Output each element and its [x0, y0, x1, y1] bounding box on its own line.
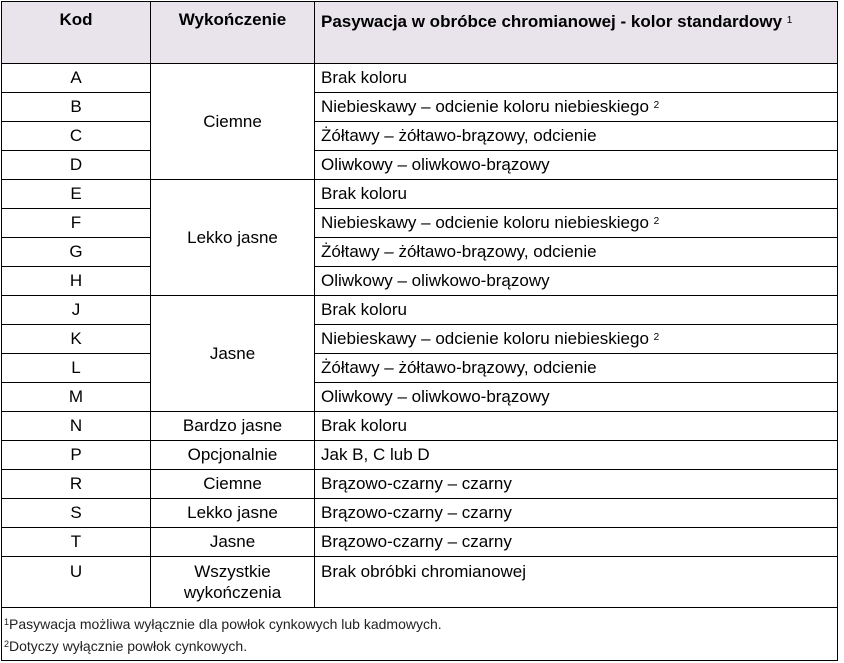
kod-cell: K: [2, 325, 151, 354]
table-row: [2, 267, 838, 296]
table-row: [2, 151, 838, 180]
footnote-text: Pasywacja możliwa wyłącznie dla powłok cynkowych lub kadmowych.: [9, 616, 442, 632]
finish-group-cell: Lekko jasne: [151, 180, 315, 296]
kod-cell: E: [2, 180, 151, 209]
footnote-2: [4, 634, 833, 656]
passivation-cell: Brak koloru: [315, 296, 838, 325]
kod-cell: G: [2, 238, 151, 267]
table-row: [2, 325, 838, 354]
passivation-cell: Brązowo-czarny – czarny: [315, 470, 838, 499]
footnote-ref: 2: [653, 100, 660, 111]
header-pasywacja: [315, 2, 838, 64]
kod-cell: M: [2, 383, 151, 412]
finish-cell: Opcjonalnie: [151, 441, 315, 470]
passivation-cell: [315, 93, 838, 122]
passivation-cell: Brak obróbki chromianowej: [315, 557, 838, 608]
kod-cell: J: [2, 296, 151, 325]
footnotes-row: [2, 608, 838, 661]
passivation-cell: Brak koloru: [315, 180, 838, 209]
kod-cell: N: [2, 412, 151, 441]
header-row: [2, 2, 838, 64]
table-row: [2, 383, 838, 412]
passivation-cell: Brązowo-czarny – czarny: [315, 499, 838, 528]
table-row: [2, 209, 838, 238]
table-row: [2, 296, 838, 325]
passivation-cell: Żółtawy – żółtawo-brązowy, odcienie: [315, 238, 838, 267]
header-wykonczenie: Wykończenie: [151, 2, 315, 64]
passivation-text: Niebieskawy – odcienie koloru niebieskiego: [321, 329, 649, 348]
table-row: [2, 238, 838, 267]
table-row: [2, 441, 838, 470]
finish-cell: Lekko jasne: [151, 499, 315, 528]
kod-cell: P: [2, 441, 151, 470]
passivation-text: Niebieskawy – odcienie koloru niebieskiego: [321, 213, 649, 232]
passivation-cell: Oliwkowy – oliwkowo-brązowy: [315, 383, 838, 412]
passivation-cell: Jak B, C lub D: [315, 441, 838, 470]
finish-group-cell: Jasne: [151, 296, 315, 412]
passivation-cell: Żółtawy – żółtawo-brązowy, odcienie: [315, 354, 838, 383]
kod-cell: A: [2, 64, 151, 93]
kod-cell: H: [2, 267, 151, 296]
table-row: [2, 528, 838, 557]
table-row: [2, 93, 838, 122]
passivation-cell: Oliwkowy – oliwkowo-brązowy: [315, 267, 838, 296]
table-row: [2, 122, 838, 151]
kod-cell: C: [2, 122, 151, 151]
passivation-cell: Oliwkowy – oliwkowo-brązowy: [315, 151, 838, 180]
footnote-1: [4, 612, 833, 634]
table-row: [2, 470, 838, 499]
table-row: [2, 557, 838, 608]
passivation-text: Niebieskawy – odcienie koloru niebieskiego: [321, 97, 649, 116]
footnote-ref: 2: [653, 216, 660, 227]
finish-cell: Jasne: [151, 528, 315, 557]
footnote-number: 2: [4, 639, 10, 649]
table-row: [2, 354, 838, 383]
finish-cell: Bardzo jasne: [151, 412, 315, 441]
kod-cell: U: [2, 557, 151, 608]
finish-line-2: wykończenia: [183, 583, 282, 602]
header-kod: Kod: [2, 2, 151, 64]
footnote-ref: 2: [653, 332, 660, 343]
kod-cell: L: [2, 354, 151, 383]
passivation-cell: [315, 325, 838, 354]
kod-cell: R: [2, 470, 151, 499]
footnotes-cell: [2, 608, 838, 661]
kod-cell: D: [2, 151, 151, 180]
passivation-cell: [315, 209, 838, 238]
kod-cell: F: [2, 209, 151, 238]
table-row: [2, 412, 838, 441]
passivation-cell: Brak koloru: [315, 64, 838, 93]
finish-cell: Ciemne: [151, 470, 315, 499]
footnote-number: 1: [4, 617, 10, 627]
kod-cell: B: [2, 93, 151, 122]
finish-cell: [151, 557, 315, 608]
kod-cell: S: [2, 499, 151, 528]
table-row: [2, 499, 838, 528]
footnote-text: Dotyczy wyłącznie powłok cynkowych.: [9, 638, 248, 654]
table-row: [2, 64, 838, 93]
passivation-cell: Brązowo-czarny – czarny: [315, 528, 838, 557]
passivation-cell: Brak koloru: [315, 412, 838, 441]
kod-cell: T: [2, 528, 151, 557]
table-row: [2, 180, 838, 209]
chromate-passivation-table: [1, 1, 838, 661]
finish-group-cell: Ciemne: [151, 64, 315, 180]
finish-line-1: Wszystkie: [194, 562, 271, 581]
footnote-ref: 1: [786, 15, 793, 26]
header-pasywacja-text: Pasywacja w obróbce chromianowej - kolor standardowy: [321, 12, 783, 31]
passivation-cell: Żółtawy – żółtawo-brązowy, odcienie: [315, 122, 838, 151]
